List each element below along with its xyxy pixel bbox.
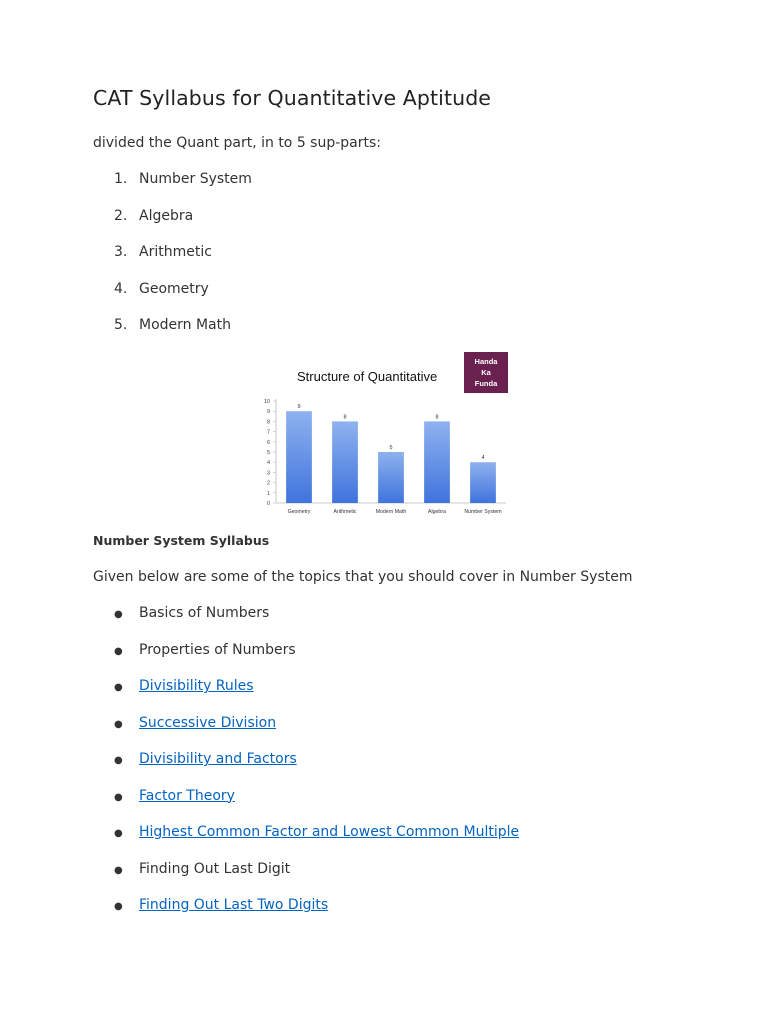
list-item — [114, 824, 674, 861]
list-item — [114, 678, 674, 715]
section-heading: Number System Syllabus — [93, 533, 270, 548]
list-item-label: Modern Math — [139, 317, 231, 333]
list-item — [114, 208, 514, 245]
y-tick-label: 2 — [266, 480, 270, 487]
list-item — [114, 715, 674, 752]
data-label: 9 — [297, 404, 301, 411]
list-item-label: Arithmetic — [139, 244, 212, 260]
topic-link-successive-division[interactable]: Successive Division — [139, 714, 277, 731]
bullet-icon: ● — [114, 828, 123, 839]
bar-number-system — [470, 462, 496, 503]
y-tick-label: 8 — [266, 419, 270, 426]
parts-list — [114, 171, 514, 354]
topics-list — [114, 605, 674, 934]
section-lead: Given below are some of the topics that you should cover in Number System — [93, 569, 633, 585]
x-tick-label: Geometry — [287, 509, 311, 515]
bullet-icon: ● — [114, 609, 123, 620]
bar-algebra — [424, 421, 450, 503]
bullet-icon: ● — [114, 645, 123, 657]
data-label: 5 — [389, 445, 393, 451]
list-number: 2. — [114, 207, 128, 224]
bullet-icon: ● — [114, 791, 123, 803]
y-tick-label: 0 — [266, 501, 270, 507]
list-number: 3. — [114, 244, 128, 260]
list-item-label: Number System — [139, 171, 252, 187]
logo-text-line: Ka — [481, 368, 491, 377]
x-tick-label: Number System — [464, 509, 502, 515]
chart-figure — [256, 351, 512, 521]
bullet-icon: ● — [114, 864, 123, 876]
x-tick-label: Modern Math — [375, 509, 407, 515]
intro-text: divided the Quant part, in to 5 sup-parts: — [93, 135, 382, 151]
bullet-icon: ● — [114, 682, 123, 693]
bullet-icon: ● — [114, 755, 123, 766]
list-item — [114, 244, 514, 281]
topic-label: Properties of Numbers — [139, 641, 296, 658]
x-tick-label: Algebra — [428, 509, 446, 515]
y-tick-label: 7 — [266, 429, 270, 436]
list-item — [114, 751, 674, 788]
list-item — [114, 171, 514, 208]
topic-link-divisibility-and-factors[interactable]: Divisibility and Factors — [139, 751, 297, 767]
y-tick-label: 5 — [266, 450, 270, 456]
list-item — [114, 642, 674, 679]
bar-modern-math — [378, 452, 404, 503]
list-item — [114, 281, 514, 318]
logo-text-line: Handa — [474, 357, 498, 366]
y-tick-label: 3 — [266, 470, 270, 477]
bar-arithmetic — [332, 421, 358, 503]
bullet-icon: ● — [114, 901, 123, 912]
logo-text-line: Funda — [474, 379, 498, 388]
topic-label: Basics of Numbers — [139, 605, 270, 621]
list-item-label: Geometry — [139, 280, 209, 297]
list-item — [114, 605, 674, 642]
list-item — [114, 861, 674, 898]
chart-plot-area — [264, 399, 506, 515]
topic-label: Finding Out Last Digit — [139, 860, 291, 877]
y-tick-label: 1 — [266, 490, 270, 497]
list-number: 1. — [114, 171, 128, 187]
list-item — [114, 317, 514, 354]
topic-link-hcf-lcm[interactable]: Highest Common Factor and Lowest Common Multiple — [139, 824, 520, 840]
list-number: 5. — [114, 317, 128, 333]
y-tick-label: 6 — [266, 439, 270, 446]
list-item-label: Algebra — [139, 207, 194, 224]
topic-link-last-two-digits[interactable]: Finding Out Last Two Digits — [139, 897, 329, 913]
data-label: 4 — [481, 455, 485, 462]
y-tick-label: 9 — [266, 409, 270, 416]
bullet-icon: ● — [114, 718, 123, 730]
chart-title: Structure of Quantitative — [297, 369, 438, 384]
x-tick-label: Arithmetic — [333, 509, 357, 515]
bar-geometry — [286, 411, 312, 503]
topic-link-divisibility-rules[interactable]: Divisibility Rules — [139, 678, 254, 694]
y-tick-label: 10 — [263, 399, 270, 405]
list-number: 4. — [114, 280, 128, 297]
y-tick-label: 4 — [266, 460, 270, 467]
bar-chart — [256, 351, 512, 521]
data-label: 8 — [435, 414, 439, 421]
data-label: 8 — [343, 414, 347, 421]
list-item — [114, 897, 674, 934]
page-title: CAT Syllabus for Quantitative Aptitude — [93, 86, 492, 110]
list-item — [114, 788, 674, 825]
topic-link-factor-theory[interactable]: Factor Theory — [139, 787, 235, 804]
